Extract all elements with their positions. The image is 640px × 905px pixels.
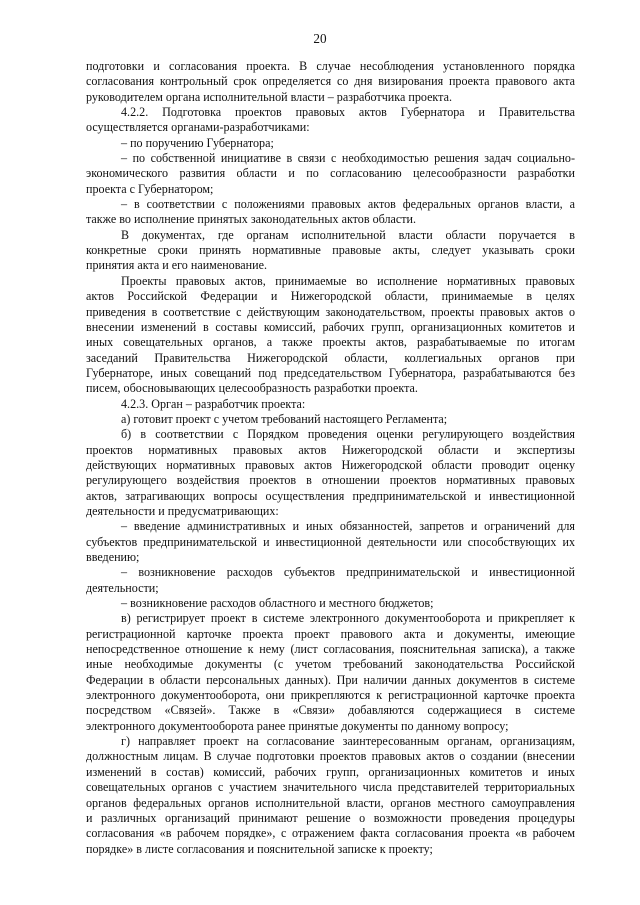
text-line: – возникновение расходов субъектов предпринимательской и инвестиционной — [121, 565, 575, 580]
text-line: согласования «в рабочем порядке», с отражением факта согласования проекта «в рабочем — [86, 826, 575, 841]
text-line: согласования контрольный срок определяется со дня визирования проекта правового акта — [86, 74, 575, 89]
text-line: деятельности; — [86, 580, 159, 595]
text-line: также во исполнение принятых законодательных актов области. — [86, 212, 417, 227]
text-line: непосредственное отношение к нему (лист согласования, пояснительная записка), а также — [86, 642, 575, 657]
document-body — [86, 59, 575, 857]
text-line: совещательных органов с участием значительного числа представителей территориальных — [86, 780, 575, 795]
text-line: писем, обосновывающих целесообразность разработки проекта. — [86, 381, 418, 396]
text-line: субъектов предпринимательской и инвестиционной деятельности или способствующих их — [86, 534, 575, 549]
text-line: актов, затрагивающих вопросы осуществления предпринимательской и инвестиционной — [86, 488, 575, 503]
text-line: Федерации в области персональных данных). При наличии данных документов в системе — [86, 672, 575, 687]
text-line: электронного документооборота, они прикрепляются к регистрационной карточке проекта — [86, 688, 575, 703]
text-line: изменений в состав) комиссий, рабочих групп, организационных комитетов и иных — [86, 764, 575, 779]
text-line: внесении изменений в составы комиссий, рабочих групп, организационных комитетов и — [86, 319, 575, 334]
text-line: – возникновение расходов областного и местного бюджетов; — [121, 596, 434, 611]
text-line: г) направляет проект на согласование заинтересованным органам, организациям, — [121, 734, 575, 749]
text-line: экономического развития области и по согласованию целесообразности разработки — [86, 166, 575, 181]
text-line: заседаний Правительства Нижегородской области, коллегиальных органов при — [86, 350, 575, 365]
page-number: 20 — [313, 31, 327, 46]
text-line: актов Российской Федерации и Нижегородской области, принимаемые в целях — [86, 289, 575, 304]
text-line: – в соответствии с положениями правовых актов федеральных органов власти, а — [121, 197, 575, 212]
text-line: осуществляется органами-разработчиками: — [86, 120, 310, 135]
text-line: принятия акта и его наименование. — [86, 258, 267, 273]
text-line: иных совещательных органов, а также проекты актов, разрабатываемые по итогам — [86, 335, 575, 350]
text-line: – по поручению Губернатора; — [121, 135, 274, 150]
text-line: – введение административных и иных обязанностей, запретов и ограничений для — [121, 519, 575, 534]
text-line: 4.2.3. Орган – разработчик проекта: — [121, 396, 306, 411]
text-line: 4.2.2. Подготовка проектов правовых актов Губернатора и Правительства — [121, 105, 575, 120]
text-line: руководителем органа исполнительной власти – разработчика проекта. — [86, 89, 452, 104]
text-line: должностным лицам. В случае подготовки проектов правовых актов о создании (внесении — [86, 749, 575, 764]
text-line: подготовки и согласования проекта. В случае несоблюдения установленного порядка — [86, 59, 575, 73]
text-line: иные необходимые документы (с учетом требований законодательства Российской — [86, 657, 575, 672]
text-line: порядке» в листе согласования и пояснительной записке к проекту; — [86, 841, 433, 856]
text-line: В документах, где органам исполнительной власти области поручается в — [121, 227, 575, 242]
text-line: регистрационной карточке проекта проект правового акта и документы, имеющие — [86, 626, 575, 641]
text-line: введению; — [86, 550, 140, 564]
text-line: конкретные сроки принять нормативные правовые акты, следует указывать сроки — [86, 243, 575, 258]
text-line: органов федеральных органов исполнительной власти, органов местного самоуправления — [86, 795, 575, 810]
text-line: а) готовит проект с учетом требований настоящего Регламента; — [121, 411, 448, 426]
text-line: в) регистрирует проект в системе электронного документооборота и прикрепляет к — [121, 611, 575, 626]
text-line: посредством «Связей». Также в «Связи» добавляются содержащиеся в системе — [86, 703, 575, 718]
text-line: электронного документооборота ранее принятые документы по данному вопросу; — [86, 718, 509, 733]
text-line: проектов нормативных правовых актов Нижегородской области и экспертизы — [86, 442, 575, 457]
text-line: Губернаторе, иных совещаний под председательством Губернатора, разрабатываются без — [86, 365, 575, 380]
text-line: Проекты правовых актов, принимаемые во исполнение нормативных правовых — [121, 273, 575, 288]
text-line: приведения в соответствие с действующим законодательством, проекты правовых актов о — [86, 304, 575, 319]
text-line: деятельности и предусматривающих: — [86, 503, 279, 518]
text-line: б) в соответствии с Порядком проведения оценки регулирующего воздействия — [121, 427, 575, 442]
text-line: – по собственной инициативе в связи с необходимостью решения задач социально- — [121, 151, 575, 166]
text-line: проекта с Губернатором; — [86, 181, 214, 196]
text-line: действующих нормативных правовых актов Нижегородской области проводит оценку — [86, 457, 575, 472]
text-line: и различных организаций принимают решение о возможности проведения процедуры — [86, 810, 575, 825]
text-line: регулирующего воздействия проектов в отношении проектов нормативных правовых — [86, 473, 575, 488]
